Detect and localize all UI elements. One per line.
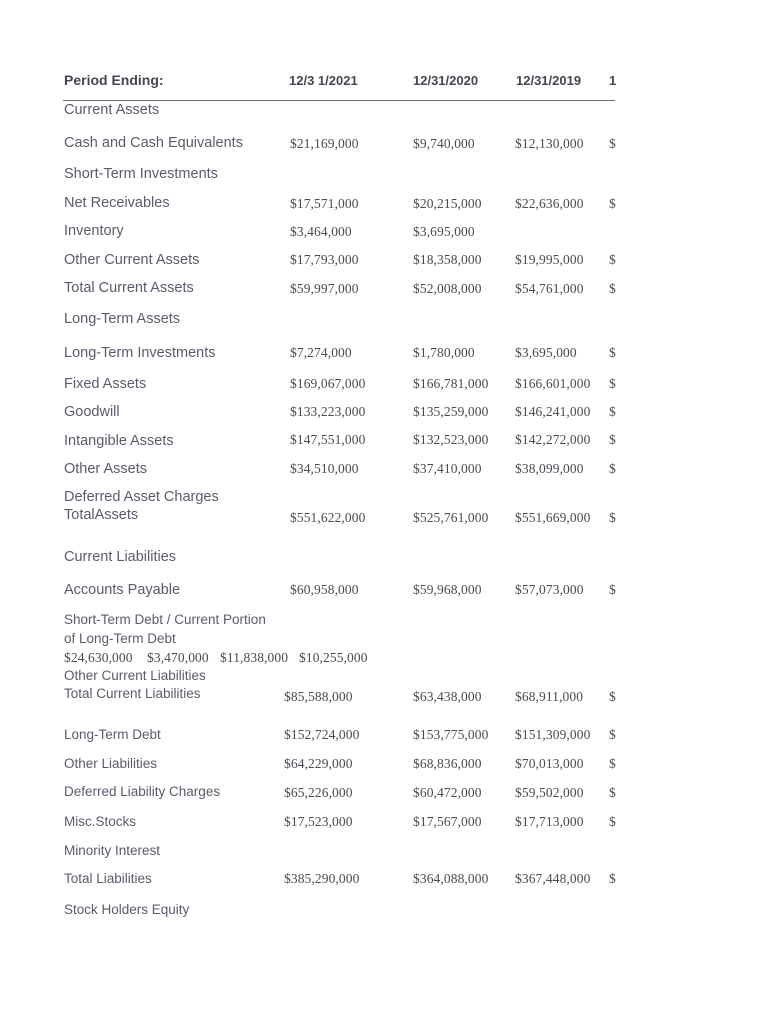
cell-2020: $132,523,000 [413,432,489,447]
cell-2021: $551,622,000 [290,510,366,525]
cell-2018: $ [609,689,616,704]
cell-2021: $21,169,000 [290,136,359,151]
cell-2020: $3,695,000 [413,224,475,239]
cell-2018: $ [609,871,616,886]
cell-2021: $64,229,000 [284,756,353,771]
row-label: Minority Interest [64,843,161,858]
cell-2021: $3,464,000 [290,224,352,239]
cell-2018: $ [609,510,616,525]
row-label: Total Current Liabilities [64,686,201,701]
row-label: Goodwill [64,404,120,420]
cell-2019: $551,669,000 [515,510,591,525]
cell-2020: $9,740,000 [413,136,475,151]
row-label: Cash and Cash Equivalents [64,135,243,151]
section-current-assets: Current Assets [64,102,160,118]
row-label: Net Receivables [64,195,170,211]
cell-2018: $ [609,136,616,151]
cell-2018: $ [609,252,616,267]
cell-2021: $17,523,000 [284,814,353,829]
cell-2021: $59,997,000 [290,281,359,296]
row-label: Other Current Assets [64,252,200,268]
cell-2019: $19,995,000 [515,252,584,267]
section-current-liabilities: Current Liabilities [64,549,177,565]
row-label: Intangible Assets [64,433,174,449]
cell-2018: $ [609,376,616,391]
cell-2018: $ [609,814,616,829]
section-stockholders-equity: Stock Holders Equity [64,902,190,917]
cell-2019: $68,911,000 [515,689,584,704]
cell-2018: $ [609,785,616,800]
cell-2019: $70,013,000 [515,756,584,771]
cell-2021: $169,067,000 [290,376,366,391]
period-ending-label: Period Ending: [64,72,164,88]
cell-2019: $57,073,000 [515,582,584,597]
row-label: of Long-Term Debt [64,631,176,646]
cell-2021: $147,551,000 [290,432,366,447]
cell-2020: $3,470,000 [147,650,209,665]
cell-2019: $17,713,000 [515,814,584,829]
cell-2021: $17,571,000 [290,196,359,211]
cell-2019: $11,838,000 [220,650,289,665]
section-long-term-assets: Long-Term Assets [64,311,181,327]
cell-2018: $ [609,461,616,476]
cell-2020: $20,215,000 [413,196,482,211]
cell-2021: $60,958,000 [290,582,359,597]
cell-2018: $ [609,281,616,296]
row-label: Short-Term Investments [64,166,218,182]
cell-2020: $17,567,000 [413,814,482,829]
cell-2020: $68,836,000 [413,756,482,771]
cell-2020: $60,472,000 [413,785,482,800]
cell-2021: $133,223,000 [290,404,366,419]
cell-2020: $364,088,000 [413,871,489,886]
row-label: Deferred Asset Charges [64,489,219,505]
row-label: Other Liabilities [64,756,158,771]
cell-2018: $ [609,404,616,419]
cell-2020: $166,781,000 [413,376,489,391]
cell-2019: $367,448,000 [515,871,591,886]
row-label: Other Current Liabilities [64,668,206,683]
cell-2019: $59,502,000 [515,785,584,800]
cell-2019: $38,099,000 [515,461,584,476]
cell-2020: $37,410,000 [413,461,482,476]
cell-2021: $385,290,000 [284,871,360,886]
cell-2020: $153,775,000 [413,727,489,742]
row-label: Other Assets [64,461,148,477]
cell-2020: $63,438,000 [413,689,482,704]
cell-2020: $525,761,000 [413,510,489,525]
row-label: Long-Term Debt [64,727,161,742]
cell-2021: $65,226,000 [284,785,353,800]
cell-2020: $135,259,000 [413,404,489,419]
cell-2019: $3,695,000 [515,345,577,360]
cell-2018: $ [609,196,616,211]
cell-2019: $12,130,000 [515,136,584,151]
column-header-2020: 12/31/2020 [413,73,479,88]
cell-2019: $151,309,000 [515,727,591,742]
row-label: Deferred Liability Charges [64,784,221,799]
cell-2021: $152,724,000 [284,727,360,742]
cell-2021: $85,588,000 [284,689,353,704]
row-label: Short-Term Debt / Current Portion [64,612,266,627]
cell-2020: $1,780,000 [413,345,475,360]
cell-2018: $10,255,000 [299,650,368,665]
cell-2020: $59,968,000 [413,582,482,597]
row-label: Long-Term Investments [64,345,216,361]
column-header-truncated: 1 [609,73,617,88]
row-label: Total Liabilities [64,871,152,886]
row-label: TotalAssets [64,507,139,523]
cell-2018: $ [609,345,616,360]
cell-2019: $142,272,000 [515,432,591,447]
cell-2018: $ [609,582,616,597]
row-label: Inventory [64,223,124,239]
cell-2021: $7,274,000 [290,345,352,360]
cell-2021: $34,510,000 [290,461,359,476]
cell-2019: $54,761,000 [515,281,584,296]
cell-2019: $22,636,000 [515,196,584,211]
cell-2018: $ [609,432,616,447]
cell-2019: $146,241,000 [515,404,591,419]
row-label: Total Current Assets [64,280,194,296]
cell-2021: $24,630,000 [64,650,133,665]
cell-2018: $ [609,727,616,742]
cell-2019: $166,601,000 [515,376,591,391]
row-label: Accounts Payable [64,582,181,598]
cell-2021: $17,793,000 [290,252,359,267]
cell-2020: $18,358,000 [413,252,482,267]
cell-2020: $52,008,000 [413,281,482,296]
header-divider [63,100,615,101]
row-label: Fixed Assets [64,376,147,392]
cell-2018: $ [609,756,616,771]
column-header-2019: 12/31/2019 [516,73,582,88]
column-header-2021: 12/3 1/2021 [289,73,358,88]
row-label: Misc.Stocks [64,814,137,829]
